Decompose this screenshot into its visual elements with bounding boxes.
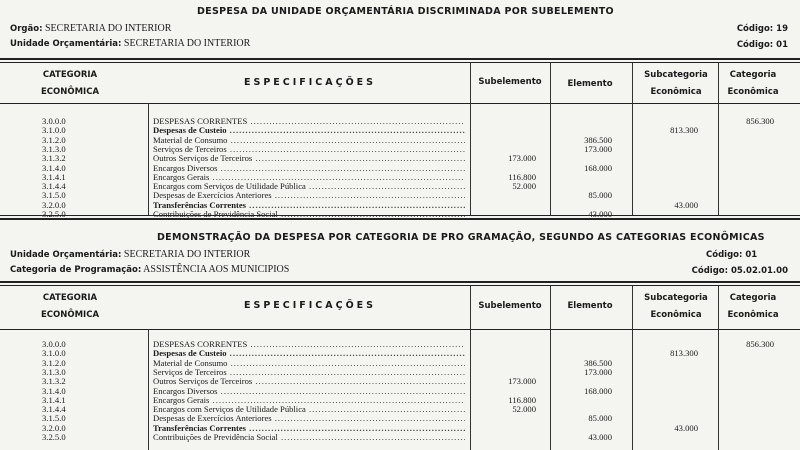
row-code: 3.1.3.2 [42, 154, 66, 164]
unidade2-code: Código: 01 [706, 250, 758, 260]
col-subcategoria [632, 290, 720, 324]
row-categoria-economica: 856.300 [746, 117, 774, 126]
col-elemento: Elemento [567, 79, 613, 89]
col-cat-economica-line2: Econômica [727, 87, 779, 97]
orgao-code: Código: 19 [736, 24, 788, 34]
row-code: 3.0.0.0 [42, 117, 66, 126]
row-subelemento: 116.800 [508, 172, 536, 182]
row-elemento: 386.500 [584, 135, 612, 145]
categoria-programacao-value: ASSISTÊNCIA AOS MUNICIPIOS [143, 264, 290, 275]
col-categoria [30, 290, 110, 324]
col-categoria-line1: CATEGORIA [42, 293, 98, 303]
col-subcategoria-line2: Econômica [650, 310, 702, 320]
unidade-code: Código: 01 [736, 40, 788, 50]
row-elemento: 168.000 [584, 163, 612, 173]
table-row [0, 368, 800, 377]
col-cat-economica [718, 290, 788, 324]
row-elemento: 386.500 [584, 358, 612, 368]
col-categoria-line2: ECONÔMICA [40, 87, 100, 97]
row-code: 3.2.0.0 [42, 200, 66, 210]
section2-title: DEMONSTRAÇÃO DA DESPESA POR CATEGORIA DE PRO GRAMAÇÃO, SEGUNDO AS CATEGORIAS ECONÔMICAS [157, 232, 765, 243]
unidade-line [10, 38, 250, 49]
table-row [0, 145, 800, 154]
unidade2-label: Unidade Orçamentária: [10, 250, 122, 260]
row-description: Despesas de Exercícios Anteriores ..... [153, 191, 465, 200]
row-elemento: 85.000 [588, 414, 612, 424]
col-cat-economica-line1: Categoria [729, 293, 777, 303]
row-code: 3.1.5.0 [42, 191, 66, 201]
row-description: Outros Serviços de Terceiros ..... [153, 154, 465, 163]
row-subcategoria: 813.300 [670, 349, 698, 359]
table-row [0, 424, 800, 433]
row-elemento: 43.000 [588, 433, 612, 442]
row-description: Encargos Gerais ..... [153, 396, 465, 405]
row-code: 3.1.4.4 [42, 182, 66, 192]
categoria-programacao-line [10, 264, 289, 275]
table-row [0, 349, 800, 358]
row-code: 3.2.0.0 [42, 423, 66, 433]
row-elemento: 173.000 [584, 144, 612, 154]
col-subcategoria-line1: Subcategoria [644, 70, 708, 80]
col-elemento: Elemento [567, 301, 613, 311]
row-description: Despesas de Custeio ..... [153, 126, 465, 135]
orgao-line [10, 23, 171, 34]
row-description: Serviços de Terceiros ..... [153, 368, 465, 377]
col-subcategoria [632, 67, 720, 101]
unidade2-value: SECRETARIA DO INTERIOR [123, 249, 251, 260]
row-description: Transferências Correntes ..... [153, 201, 465, 210]
row-code: 3.0.0.0 [42, 340, 66, 349]
table-row [0, 387, 800, 396]
header-rule [0, 103, 800, 104]
row-description: Despesas de Exercícios Anteriores ..... [153, 414, 465, 423]
row-description: Encargos Diversos ..... [153, 387, 465, 396]
col-cat-economica [718, 67, 788, 101]
table-row [0, 164, 800, 173]
row-elemento: 173.000 [584, 367, 612, 377]
col-subelemento: Subelemento [478, 301, 542, 311]
row-code: 3.1.2.0 [42, 358, 66, 368]
table-row [0, 433, 800, 442]
col-subcategoria-line1: Subcategoria [644, 293, 708, 303]
row-subelemento: 116.800 [508, 395, 536, 405]
rule [0, 58, 800, 60]
row-description: DESPESAS CORRENTES ..... [153, 340, 465, 349]
row-description: Material de Consumo ..... [153, 136, 465, 145]
row-description: Encargos com Serviços de Utilidade Pública ..... [153, 405, 465, 414]
row-code: 3.1.5.0 [42, 414, 66, 424]
col-subcategoria-line2: Econômica [650, 87, 702, 97]
row-code: 3.1.4.1 [42, 395, 66, 405]
table-row [0, 414, 800, 423]
orgao-value: SECRETARIA DO INTERIOR [44, 23, 172, 34]
row-code: 3.1.3.2 [42, 377, 66, 387]
rule [0, 218, 800, 220]
row-description: Encargos Gerais ..... [153, 173, 465, 182]
row-code: 3.1.3.0 [42, 144, 66, 154]
table-row [0, 117, 800, 126]
row-description: DESPESAS CORRENTES ..... [153, 117, 465, 126]
row-description: Material de Consumo ..... [153, 359, 465, 368]
table-2 [0, 286, 800, 450]
col-categoria-line1: CATEGORIA [42, 70, 98, 80]
row-description: Outros Serviços de Terceiros ..... [153, 377, 465, 386]
unidade2-line [10, 249, 250, 260]
row-subelemento: 173.000 [508, 377, 536, 387]
col-cat-economica-line2: Econômica [727, 310, 779, 320]
col-cat-economica-line1: Categoria [729, 70, 777, 80]
table-row [0, 359, 800, 368]
col-categoria-line2: ECONÔMICA [40, 310, 100, 320]
rule [0, 281, 800, 283]
section1-title: DESPESA DA UNIDADE ORÇAMENTÁRIA DISCRIMINADA POR SUBELEMENTO [197, 6, 614, 17]
unidade-label: Unidade Orçamentária: [10, 39, 122, 49]
categoria-programacao-label: Categoria de Programação: [10, 265, 142, 275]
row-categoria-economica: 856.300 [746, 340, 774, 349]
table-row [0, 126, 800, 135]
table-row [0, 396, 800, 405]
table-row [0, 405, 800, 414]
row-code: 3.1.4.1 [42, 172, 66, 182]
col-subelemento: Subelemento [478, 77, 542, 87]
rule [0, 215, 800, 216]
col-especificacoes: ESPECIFICAÇÕES [243, 77, 377, 88]
row-code: 3.2.5.0 [42, 433, 66, 442]
row-code: 3.1.0.0 [42, 349, 66, 359]
col-categoria [30, 67, 110, 101]
row-elemento: 85.000 [588, 191, 612, 201]
row-description: Serviços de Terceiros ..... [153, 145, 465, 154]
table-row [0, 136, 800, 145]
table-row [0, 340, 800, 349]
table-row [0, 154, 800, 163]
table-row [0, 182, 800, 191]
row-code: 3.1.3.0 [42, 367, 66, 377]
table-row [0, 377, 800, 386]
col-especificacoes: ESPECIFICAÇÕES [243, 300, 377, 311]
row-subcategoria: 813.300 [670, 126, 698, 136]
row-code: 3.1.4.4 [42, 405, 66, 415]
categoria-programacao-code: Código: 05.02.01.00 [691, 266, 788, 276]
row-subelemento: 173.000 [508, 154, 536, 164]
row-code: 3.1.2.0 [42, 135, 66, 145]
row-code: 3.1.0.0 [42, 126, 66, 136]
row-description: Encargos com Serviços de Utilidade Pública ..... [153, 182, 465, 191]
row-subelemento: 52.000 [512, 405, 536, 415]
table-row [0, 201, 800, 210]
row-description: Transferências Correntes ..... [153, 424, 465, 433]
row-elemento: 168.000 [584, 386, 612, 396]
unidade-value: SECRETARIA DO INTERIOR [123, 38, 251, 49]
header-rule [0, 329, 800, 330]
row-subelemento: 52.000 [512, 182, 536, 192]
table-row [0, 173, 800, 182]
row-subcategoria: 43.000 [674, 200, 698, 210]
row-description: Contribuições de Previdência Social ..... [153, 433, 465, 442]
row-description: Despesas de Custeio ..... [153, 349, 465, 358]
table-1 [0, 63, 800, 215]
table-row [0, 191, 800, 200]
row-description: Encargos Diversos ..... [153, 164, 465, 173]
row-code: 3.1.4.0 [42, 386, 66, 396]
row-subcategoria: 43.000 [674, 423, 698, 433]
orgao-label: Orgão: [10, 24, 43, 34]
row-code: 3.1.4.0 [42, 163, 66, 173]
